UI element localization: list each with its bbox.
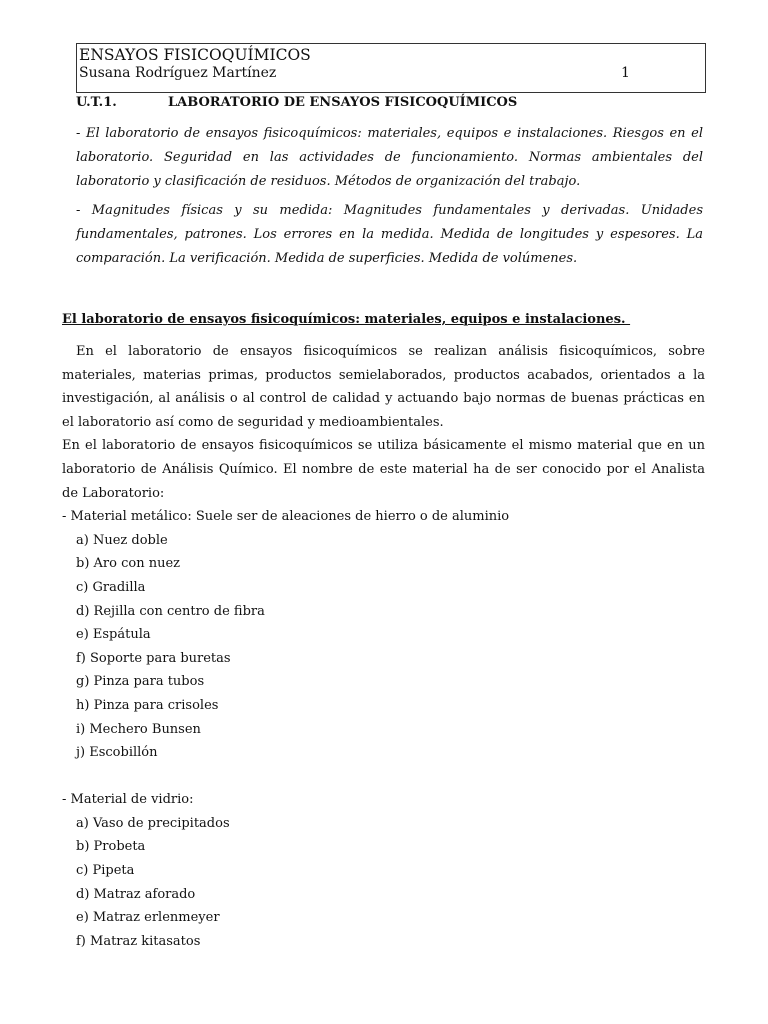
list-item: d) Matraz aforado — [76, 886, 196, 902]
list-item: d) Rejilla con centro de fibra — [76, 603, 265, 619]
list-item: a) Nuez doble — [76, 532, 168, 548]
page-header — [76, 43, 706, 93]
list-item: c) Pipeta — [76, 863, 135, 879]
body-paragraph: En el laboratorio de ensayos fisicoquímicos se utiliza básicamente el mismo material que en un laboratorio de Análisis Químico. El nombre de este material ha de ser conocido por el Analista de Laboratorio: — [62, 438, 705, 501]
metal-material-label: - Material metálico: Suele ser de aleaciones de hierro o de aluminio — [62, 509, 510, 525]
summary-paragraph: - El laboratorio de ensayos fisicoquímicos: materiales, equipos e instalaciones. Riesgos en el laboratorio. Seguridad en las actividades de funcionamiento. Normas ambientales del laboratorio y clasificación de residuos. Métodos de organización del trabajo. — [76, 126, 703, 189]
list-item: h) Pinza para crisoles — [76, 697, 219, 713]
unit-title: LABORATORIO DE ENSAYOS FISICOQUÍMICOS — [168, 95, 518, 110]
list-item: b) Probeta — [76, 839, 146, 855]
list-item: c) Gradilla — [76, 579, 146, 595]
list-item: f) Matraz kitasatos — [76, 933, 201, 949]
document-title: ENSAYOS FISICOQUÍMICOS — [79, 46, 311, 64]
blank-line — [62, 765, 705, 789]
summary-paragraph: - Magnitudes físicas y su medida: Magnitudes fundamentales y derivadas. Unidades fundamentales, patrones. Los errores en la medida. Medida de longitudes y espesores. La comparación. La verificación. Medida de superficies. Medida de volúmenes. — [76, 203, 703, 266]
author-name: Susana Rodríguez Martínez — [79, 65, 277, 81]
list-item: g) Pinza para tubos — [76, 674, 205, 690]
section-body — [62, 340, 705, 953]
metal-material-list — [62, 529, 705, 765]
unit-code: U.T.1. — [76, 95, 117, 110]
page-number: 1 — [621, 65, 630, 81]
list-item: i) Mechero Bunsen — [76, 721, 201, 737]
body-paragraph: En el laboratorio de ensayos fisicoquímicos se realizan análisis fisicoquímicos, sobre materiales, materias primas, productos semielaborados, productos acabados, orientados a la investigación, al análisis o al control de calidad y actuando bajo normas de buenas prácticas en el laboratorio así como de seguridad y medioambientales. — [62, 344, 705, 430]
list-item: e) Matraz erlenmeyer — [76, 910, 220, 926]
list-item: b) Aro con nuez — [76, 556, 180, 572]
section-heading: El laboratorio de ensayos fisicoquímicos: materiales, equipos e instalaciones. — [62, 312, 631, 327]
list-item: f) Soporte para buretas — [76, 650, 231, 666]
list-item: a) Vaso de precipitados — [76, 815, 230, 831]
glass-material-list — [62, 812, 705, 954]
list-item: j) Escobillón — [76, 745, 158, 761]
glass-material-label: - Material de vidrio: — [62, 792, 194, 808]
list-item: e) Espátula — [76, 627, 151, 643]
